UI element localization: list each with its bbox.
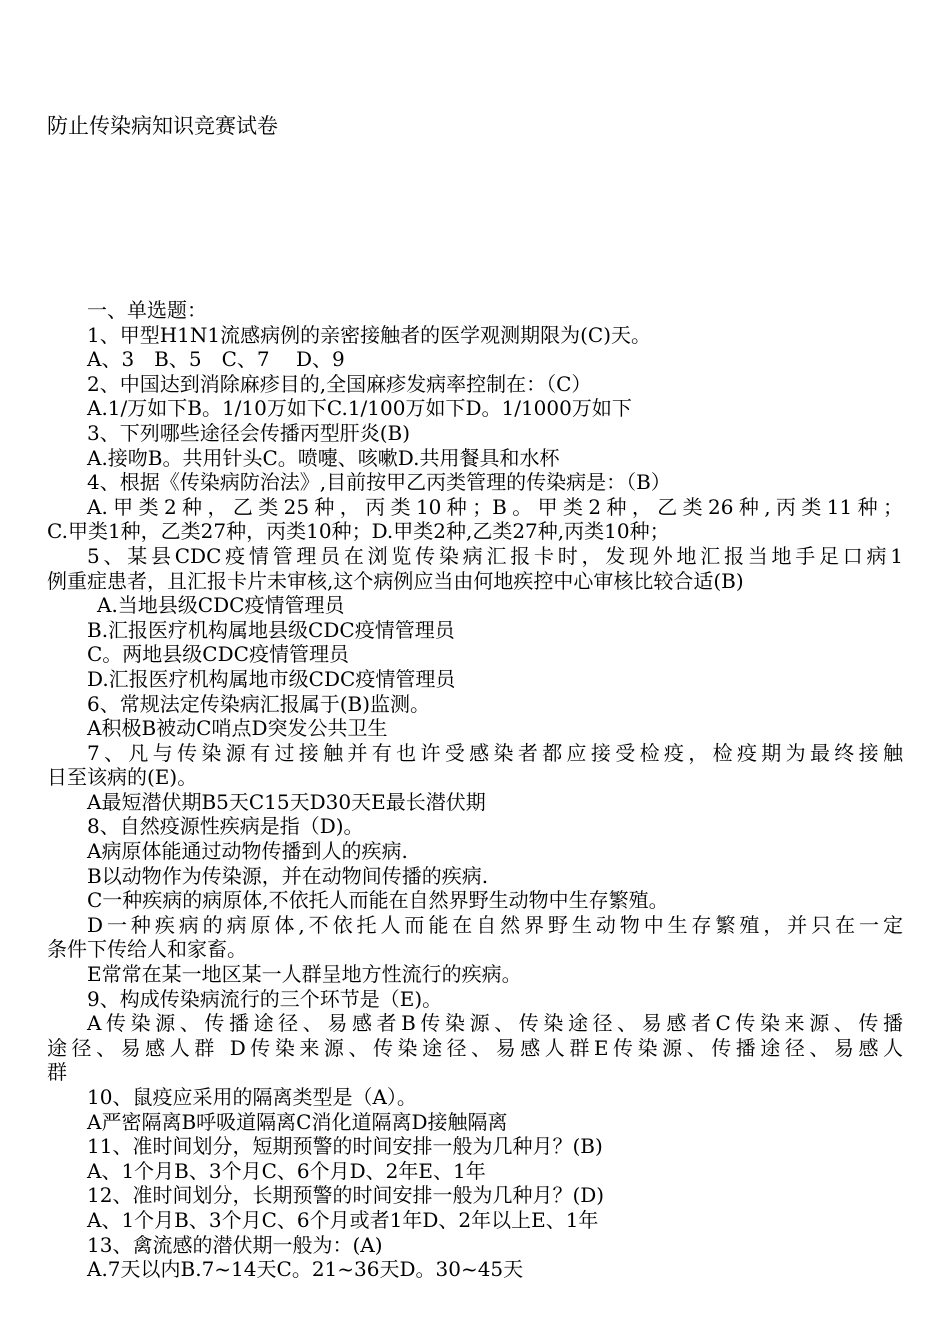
text-line: 8、自然疫源性疾病是指（D)。 (87, 814, 364, 839)
text-line: A、1个月B、3个月C、6个月或者1年D、2年以上E、1年 (87, 1207, 599, 1232)
text-line: A.甲类2种，乙类25种，丙类10种；B。甲类2种，乙类26种,丙类11种； (87, 494, 903, 519)
text-line: 1、甲型H1N1流感病例的亲密接触者的医学观测期限为(C)天。 (87, 322, 652, 347)
text-line: 7、凡与传染源有过接触并有也许受感染者都应接受检疫，检疫期为最终接触 (87, 740, 903, 765)
text-line: 10、鼠疫应采用的隔离类型是（A）。 (87, 1085, 417, 1109)
text-line: A积极B被动C哨点D突发公共卫生 (87, 716, 388, 741)
text-line: A.1/万如下B。1/10万如下C.1/100万如下D。1/1000万如下 (87, 396, 632, 421)
document-title: 防止传染病知识竞赛试卷 (47, 114, 278, 138)
text-line: 13、禽流感的潜伏期一般为：(A) (87, 1232, 383, 1257)
text-line: D.汇报医疗机构属地市级CDC疫情管理员 (87, 666, 456, 691)
text-line: A最短潜伏期B5天C15天D30天E最长潜伏期 (87, 789, 486, 814)
text-line: C.甲类1种，乙类27种，丙类10种；D.甲类2种,乙类27种,丙类10种； (47, 519, 670, 544)
text-line: 11、准时间划分，短期预警的时间安排一般为几种月？(B) (87, 1134, 603, 1159)
text-line: B以动物作为传染源，并在动物间传播的疾病. (87, 863, 489, 888)
text-line: 9、构成传染病流行的三个环节是（E)。 (87, 986, 443, 1011)
text-line: A.接吻B。共用针头C。喷嚏、咳嗽D.共用餐具和水杯 (87, 445, 560, 470)
text-line: 12、准时间划分，长期预警的时间安排一般为几种月？(D) (87, 1183, 605, 1208)
text-line: 6、常规法定传染病汇报属于(B)监测。 (87, 691, 431, 716)
text-line: D一种疾病的病原体,不依托人而能在自然界野生动物中生存繁殖，并只在一定 (87, 912, 903, 937)
text-line: 一、单选题： (87, 298, 207, 322)
text-line: 2、中国达到消除麻疹目的,全国麻疹发病率控制在：（C） (87, 371, 592, 396)
text-line: 4、根据《传染病防治法》,目前按甲乙丙类管理的传染病是：（B） (87, 470, 671, 495)
text-line: 群 (47, 1060, 67, 1085)
text-line: C一种疾病的病原体,不依托人而能在自然界野生动物中生存繁殖。 (87, 888, 669, 913)
text-line: A、1个月B、3个月C、6个月D、2年E、1年 (87, 1158, 486, 1183)
text-line: A、3 B、5 C、7 D、9 (87, 347, 345, 372)
text-line: C。两地县级CDC疫情管理员 (87, 642, 349, 667)
text-line: E常常在某一地区某一人群呈地方性流行的疾病。 (87, 962, 522, 987)
text-line: A.当地县级CDC疫情管理员 (97, 593, 345, 618)
text-line: A传染源、传播途径、易感者B传染源、传染途径、易感者C传染来源、传播 (87, 1011, 903, 1036)
text-line: B.汇报医疗机构属地县级CDC疫情管理员 (87, 617, 455, 642)
text-line: A.7天以内B.7~14天C。21~36天D。30~45天 (87, 1257, 524, 1282)
text-line: 途径、易感人群 D传染来源、传染途径、易感人群E传染源、传播途径、易感人 (47, 1035, 903, 1060)
text-line: A严密隔离B呼吸道隔离C消化道隔离D接触隔离 (87, 1109, 508, 1134)
document-body (47, 298, 903, 1282)
text-line: 日至该病的(E)。 (47, 765, 198, 790)
text-line: 条件下传给人和家畜。 (47, 937, 247, 962)
text-line: A病原体能通过动物传播到人的疾病. (87, 839, 408, 864)
text-line: 例重症患者，且汇报卡片未审核,这个病例应当由何地疾控中心审核比较合适(B) (47, 568, 744, 593)
text-line: 3、下列哪些途径会传播丙型肝炎(B) (87, 420, 411, 445)
text-line: 5、某县CDC疫情管理员在浏览传染病汇报卡时，发现外地汇报当地手足口病1 (87, 543, 903, 568)
